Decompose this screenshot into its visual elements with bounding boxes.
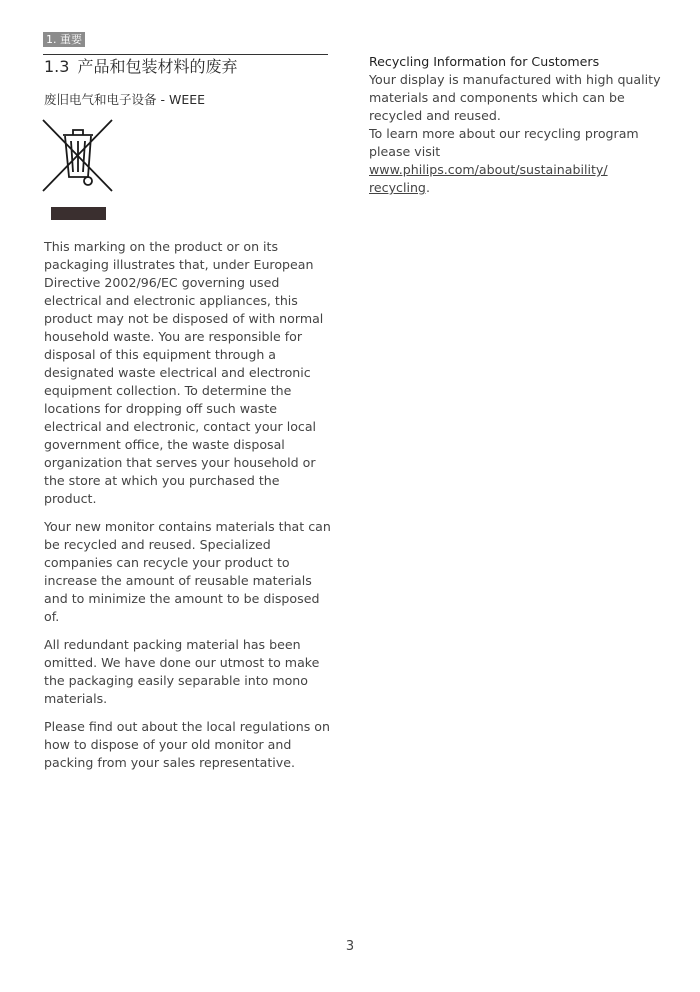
recycling-text: Your display is manufactured with high quality materials and components which can be recycled and reused.: [369, 72, 661, 123]
section-title: 产品和包装材料的废弃: [77, 57, 238, 76]
weee-body: [44, 238, 334, 782]
recycling-info: [369, 53, 669, 197]
body-paragraph: All redundant packing material has been omitted. We have done our utmost to make the packaging easily separable into mono materials.: [44, 637, 320, 706]
header-rule: [43, 54, 328, 55]
crossed-out-wheelie-bin-icon: [40, 117, 116, 193]
body-paragraph: Your new monitor contains materials that can be recycled and reused. Specialized companies can recycle your product to increase the amount of reusable materials and to minimize the amount to be disposed of.: [44, 519, 331, 624]
recycling-visit-text: To learn more about our recycling program please visit: [369, 126, 639, 159]
recycling-title: Recycling Information for Customers: [369, 54, 600, 69]
recycling-link-continued[interactable]: recycling: [369, 180, 426, 195]
page-number: 3: [345, 939, 355, 954]
body-paragraph: This marking on the product or on its packaging illustrates that, under European Directive 2002/96/EC governing used electrical and electronic appliances, this product may not be disposed of with normal household waste. You are responsible for disposal of this equipment through a designated waste electrical and electronic equipment collection. To determine the locations for dropping off such waste electrical and electronic, contact your local government office, the waste disposal organization that serves your household or the store at which you purchased the product.: [44, 239, 324, 506]
weee-bar: [51, 207, 106, 220]
section-number: 1.3: [44, 57, 70, 76]
recycling-link-suffix: .: [425, 180, 430, 195]
recycling-visit: [369, 125, 669, 197]
recycling-link[interactable]: www.philips.com/about/sustainability/: [369, 162, 608, 177]
body-paragraph: Please find out about the local regulations on how to dispose of your old monitor and packing from your sales representative.: [44, 719, 330, 770]
weee-subheading: 废旧电气和电子设备 - WEEE: [44, 92, 206, 107]
section-heading: [44, 56, 237, 78]
section-tab: 1. 重要: [43, 32, 85, 47]
